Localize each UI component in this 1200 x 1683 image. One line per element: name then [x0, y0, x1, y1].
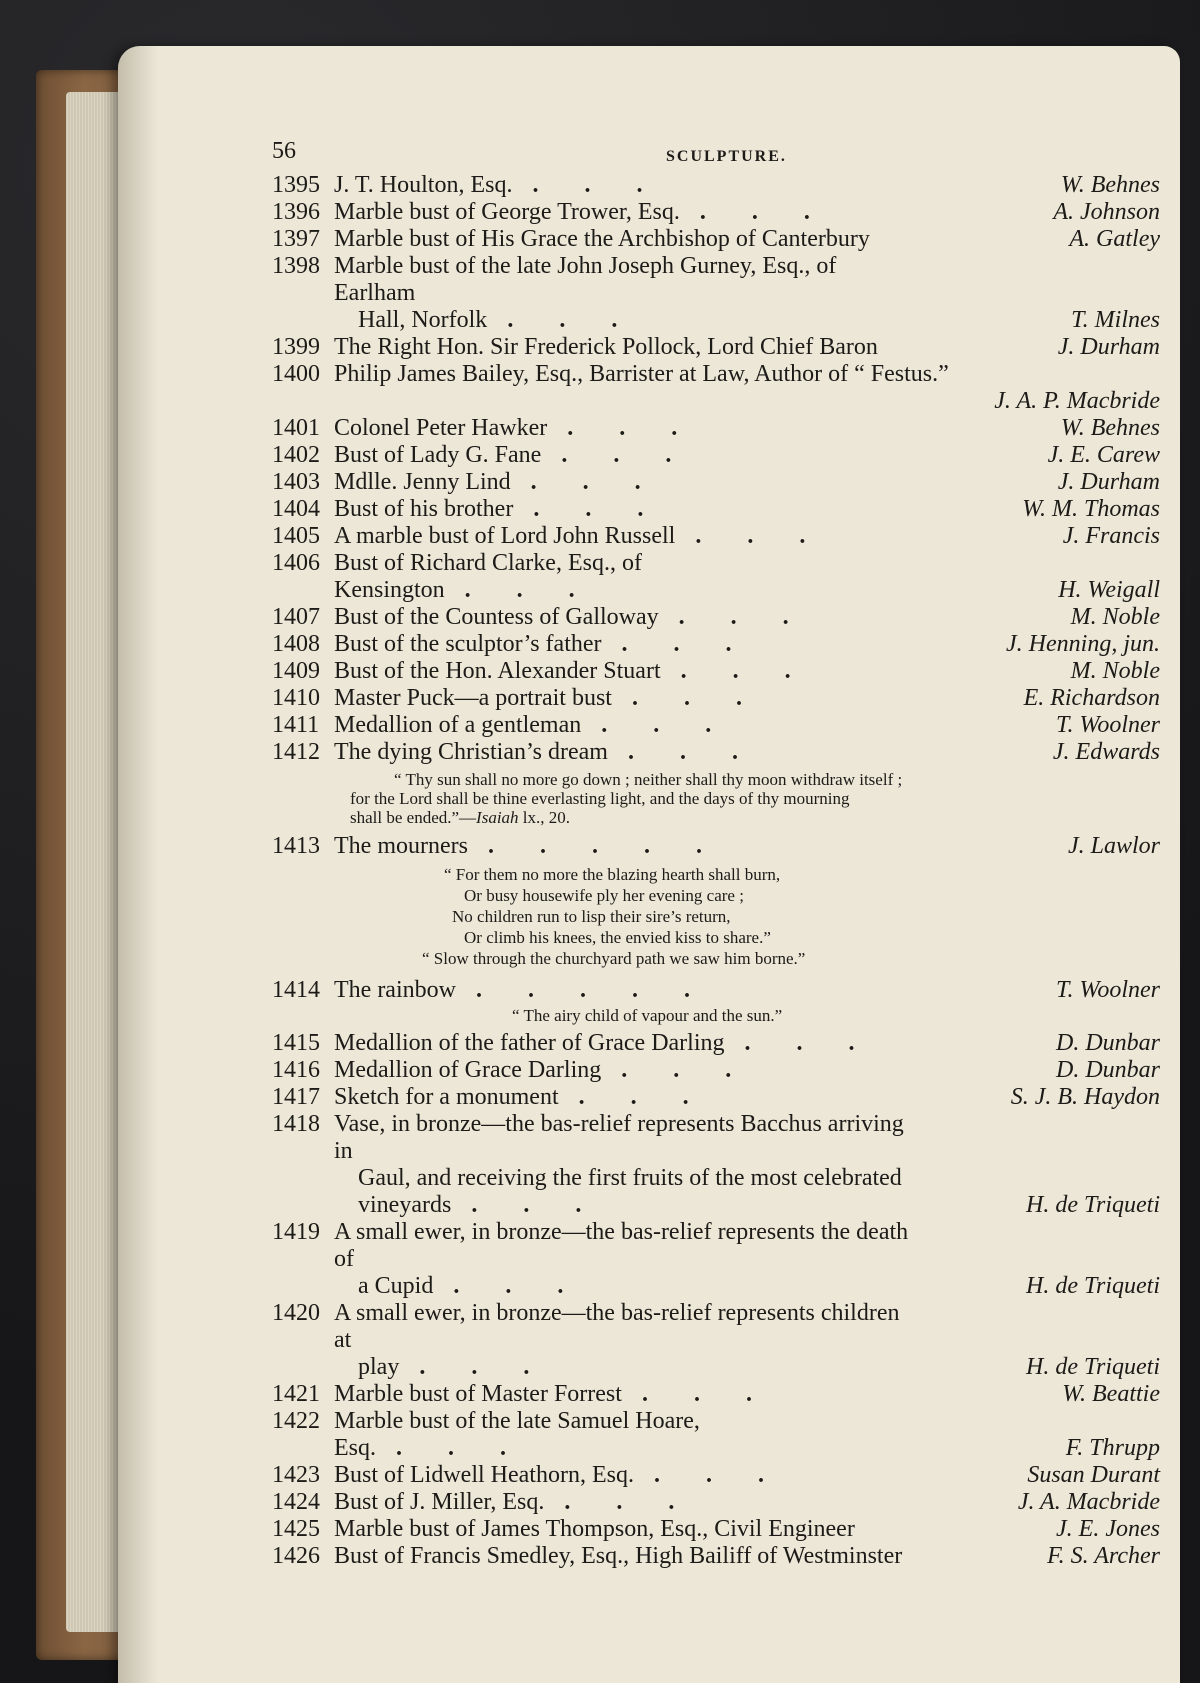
leader-dots: ...	[567, 415, 724, 441]
running-title: SCULPTURE.	[666, 148, 787, 165]
entry-title: The dying Christian’s dream	[334, 739, 608, 765]
catalogue-entry	[272, 226, 1160, 253]
entry-artist: J. Henning, jun.	[1006, 631, 1160, 657]
entry-title: A small ewer, in bronze—the bas-relief represents children at play	[334, 1300, 900, 1380]
entry-title: Bust of the Hon. Alexander Stuart	[334, 658, 661, 684]
entry-number: 1403	[272, 469, 320, 495]
catalogue-entry	[272, 604, 1160, 631]
catalogue-entry	[272, 415, 1160, 442]
catalogue-entry	[272, 712, 1160, 739]
catalogue-entry	[272, 334, 1160, 361]
catalogue-entry	[272, 833, 1160, 860]
catalogue-entry	[272, 977, 1160, 1004]
entry-artist: F. Thrupp	[1065, 1435, 1160, 1461]
verse-line: “ Slow through the churchyard path we saw him borne.”	[422, 949, 806, 968]
quote-source: Isaiah	[476, 808, 519, 827]
entry-artist: W. Beattie	[1062, 1381, 1160, 1407]
entry-artist: H. de Triqueti	[1025, 1192, 1160, 1218]
catalogue-entry	[272, 1057, 1160, 1084]
entry-artist: H. de Triqueti	[1025, 1273, 1160, 1299]
entry-number: 1413	[272, 833, 320, 859]
entry-title: Bust of Francis Smedley, Esq., High Bailiff of Westminster	[334, 1543, 903, 1569]
leader-dots: ...	[641, 1381, 798, 1407]
page-text	[272, 128, 1160, 1570]
catalogue-entry	[272, 550, 1160, 604]
leader-dots: ...	[507, 307, 664, 333]
leader-dots: ...	[680, 658, 837, 684]
catalogue-entry	[272, 739, 1160, 766]
entry-number: 1399	[272, 334, 320, 360]
leader-dots: ...	[464, 577, 621, 603]
catalogue-entry	[272, 523, 1160, 550]
catalogue-entries	[272, 172, 1160, 766]
entry-number: 1402	[272, 442, 320, 468]
entry-title: Sketch for a monument	[334, 1084, 559, 1110]
entry-artist: J. Durham	[1057, 334, 1160, 360]
entry-artist: J. Durham	[1057, 469, 1160, 495]
entry-title: Bust of Richard Clarke, Esq., of Kensington	[334, 550, 648, 603]
catalogue-entry	[272, 496, 1160, 523]
entry-number: 1416	[272, 1057, 320, 1083]
leader-dots: ...	[695, 523, 852, 549]
entry-artist: T. Woolner	[1055, 977, 1160, 1003]
catalogue-entry	[272, 172, 1160, 199]
entry-title: Colonel Peter Hawker	[334, 415, 548, 441]
leader-dots: ...	[530, 469, 687, 495]
entry-title: A small ewer, in bronze—the bas-relief represents the death of a Cupid	[334, 1219, 909, 1299]
catalogue-entry	[272, 1084, 1160, 1111]
entry-number: 1420	[272, 1300, 320, 1326]
leader-dots: ...	[533, 496, 690, 522]
entry-title: Bust of the sculptor’s father	[334, 631, 602, 657]
catalogue-entry	[272, 1543, 1160, 1570]
catalogue-entry	[272, 253, 1160, 334]
entry-number: 1426	[272, 1543, 320, 1569]
entry-number: 1395	[272, 172, 320, 198]
entry-title: Marble bust of His Grace the Archbishop of Canterbury	[334, 226, 870, 252]
entry-artist: J. A. Macbride	[1017, 1489, 1160, 1515]
entry-artist: S. J. B. Haydon	[1010, 1084, 1160, 1110]
entry-artist: H. Weigall	[1058, 577, 1160, 603]
leader-dots: ...	[621, 631, 778, 657]
leader-dots: .....	[487, 833, 748, 859]
entry-title: Marble bust of George Trower, Esq.	[334, 199, 680, 225]
entry-title: Bust of his brother	[334, 496, 514, 522]
page-gutter-shadow	[118, 46, 158, 1683]
leader-dots: ...	[471, 1192, 628, 1218]
entry-title: Marble bust of the late Samuel Hoare, Esq.	[334, 1408, 706, 1461]
leader-dots: ...	[653, 1462, 810, 1488]
catalogue-entry	[272, 1111, 1160, 1219]
leader-dots: ...	[453, 1273, 610, 1299]
leader-dots: ...	[564, 1489, 721, 1515]
entry-title: Marble bust of James Thompson, Esq., Civil Engineer	[334, 1516, 855, 1542]
entry-number: 1419	[272, 1219, 320, 1245]
entry-title: Medallion of Grace Darling	[334, 1057, 602, 1083]
entry-title: The Right Hon. Sir Frederick Pollock, Lord Chief Baron	[334, 334, 878, 360]
verse-1413	[422, 864, 1160, 969]
entry-number: 1408	[272, 631, 320, 657]
leader-dots: ...	[419, 1354, 576, 1380]
entry-artist: J. A. P. Macbride	[994, 388, 1160, 414]
entry-title: Bust of the Countess of Galloway	[334, 604, 659, 630]
leader-dots: ...	[631, 685, 788, 711]
entry-number: 1406	[272, 550, 320, 576]
entry-title: Bust of Lidwell Heathorn, Esq.	[334, 1462, 634, 1488]
catalogue-entry	[272, 442, 1160, 469]
entry-number: 1410	[272, 685, 320, 711]
leader-dots: ...	[744, 1030, 901, 1056]
entry-title: Bust of Lady G. Fane	[334, 442, 542, 468]
entry-title: Philip James Bailey, Esq., Barrister at Law, Author of “ Festus.”	[334, 361, 949, 387]
entry-number: 1409	[272, 658, 320, 684]
leader-dots: ...	[601, 712, 758, 738]
verse-line: No children run to lisp their sire’s return,	[452, 907, 731, 926]
entry-artist: T. Woolner	[1055, 712, 1160, 738]
entry-number: 1415	[272, 1030, 320, 1056]
leader-dots: ...	[699, 199, 856, 225]
catalogue-entry	[272, 1030, 1160, 1057]
entry-number: 1421	[272, 1381, 320, 1407]
entry-artist: W. Behnes	[1060, 172, 1160, 198]
leader-dots: ...	[627, 739, 784, 765]
leader-dots: ...	[578, 1084, 735, 1110]
leader-dots: ...	[561, 442, 718, 468]
entry-number: 1398	[272, 253, 320, 279]
entry-artist: J. Edwards	[1052, 739, 1160, 765]
entry-artist: A. Johnson	[1053, 199, 1160, 225]
entry-artist: M. Noble	[1070, 604, 1160, 630]
catalogue-entry	[272, 631, 1160, 658]
entry-number: 1423	[272, 1462, 320, 1488]
entry-artist: D. Dunbar	[1055, 1057, 1160, 1083]
entry-title: Mdlle. Jenny Lind	[334, 469, 511, 495]
verse-line: Or busy housewife ply her evening care ;	[464, 886, 744, 905]
catalogue-entry	[272, 1300, 1160, 1381]
entry-number: 1407	[272, 604, 320, 630]
entry-number: 1411	[272, 712, 320, 738]
entry-artist: J. Lawlor	[1067, 833, 1160, 859]
catalogue-entry	[272, 1516, 1160, 1543]
entry-title: Medallion of a gentleman	[334, 712, 582, 738]
entry-artist: F. S. Archer	[1047, 1543, 1160, 1569]
entry-artist: E. Richardson	[1023, 685, 1160, 711]
entry-title: Vase, in bronze—the bas-relief represents Bacchus arriving in Gaul, and receiving the first fruits of the most celebrated vineyards	[334, 1111, 904, 1218]
leader-dots: ...	[396, 1435, 552, 1461]
catalogue-entry	[272, 1381, 1160, 1408]
catalogue-entry	[272, 1219, 1160, 1300]
entry-number: 1396	[272, 199, 320, 225]
catalogue-entry	[272, 199, 1160, 226]
catalogue-entry	[272, 361, 1160, 415]
entry-number: 1412	[272, 739, 320, 765]
entry-number: 1400	[272, 361, 320, 387]
leader-dots: .....	[475, 977, 736, 1003]
entry-artist: J. E. Carew	[1047, 442, 1160, 468]
entry-artist: Susan Durant	[1027, 1462, 1160, 1488]
entry-number: 1404	[272, 496, 320, 522]
entry-title: Marble bust of the late John Joseph Gurney, Esq., of Earlham Hall, Norfolk	[334, 253, 837, 333]
entry-artist: D. Dunbar	[1055, 1030, 1160, 1056]
entry-number: 1417	[272, 1084, 320, 1110]
entry-artist: M. Noble	[1070, 658, 1160, 684]
page-header	[272, 128, 1160, 172]
leader-dots: ...	[678, 604, 835, 630]
entry-title: The mourners	[334, 833, 468, 859]
entry-artist: T. Milnes	[1071, 307, 1160, 333]
catalogue-entry	[272, 1408, 1160, 1462]
catalogue-entry	[272, 685, 1160, 712]
entry-number: 1422	[272, 1408, 320, 1434]
catalogue-entries	[272, 1030, 1160, 1570]
verse-line: “ For them no more the blazing hearth shall burn,	[444, 865, 781, 884]
page-number: 56	[272, 138, 296, 164]
entry-artist: J. Francis	[1062, 523, 1160, 549]
quote-1414: “ The airy child of vapour and the sun.”	[512, 1006, 783, 1025]
verse-line: Or climb his knees, the envied kiss to share.”	[464, 928, 771, 947]
quote-1412	[350, 770, 1088, 827]
leader-dots: ...	[532, 172, 689, 198]
entry-number: 1418	[272, 1111, 320, 1137]
entry-number: 1401	[272, 415, 320, 441]
entry-number: 1405	[272, 523, 320, 549]
catalogue-entry	[272, 1489, 1160, 1516]
entry-title: Marble bust of Master Forrest	[334, 1381, 622, 1407]
entry-number: 1425	[272, 1516, 320, 1542]
entry-title: Master Puck—a portrait bust	[334, 685, 612, 711]
catalogue-entry	[272, 1462, 1160, 1489]
entry-number: 1414	[272, 977, 320, 1003]
entry-title: J. T. Houlton, Esq.	[334, 172, 513, 198]
entry-artist: W. Behnes	[1060, 415, 1160, 441]
entry-artist: J. E. Jones	[1056, 1516, 1160, 1542]
entry-title: A marble bust of Lord John Russell	[334, 523, 676, 549]
entry-number: 1424	[272, 1489, 320, 1515]
catalogue-entry	[272, 658, 1160, 685]
entry-title: Medallion of the father of Grace Darling	[334, 1030, 725, 1056]
quote-line: shall be ended.”—	[350, 808, 477, 827]
catalogue-entry	[272, 469, 1160, 496]
entry-number: 1397	[272, 226, 320, 252]
entry-artist: A. Gatley	[1069, 226, 1160, 252]
entry-title: The rainbow	[334, 977, 456, 1003]
quote-line: for the Lord shall be thine everlasting light, and the days of thy mourning	[350, 789, 850, 808]
quote-line: “ Thy sun shall no more go down ; neither shall thy moon withdraw itself ;	[394, 770, 903, 789]
entry-artist: H. de Triqueti	[1025, 1354, 1160, 1380]
entry-artist: W. M. Thomas	[1022, 496, 1160, 522]
leader-dots: ...	[621, 1057, 778, 1083]
entry-title: Bust of J. Miller, Esq.	[334, 1489, 545, 1515]
quote-ref: lx., 20.	[518, 808, 571, 827]
